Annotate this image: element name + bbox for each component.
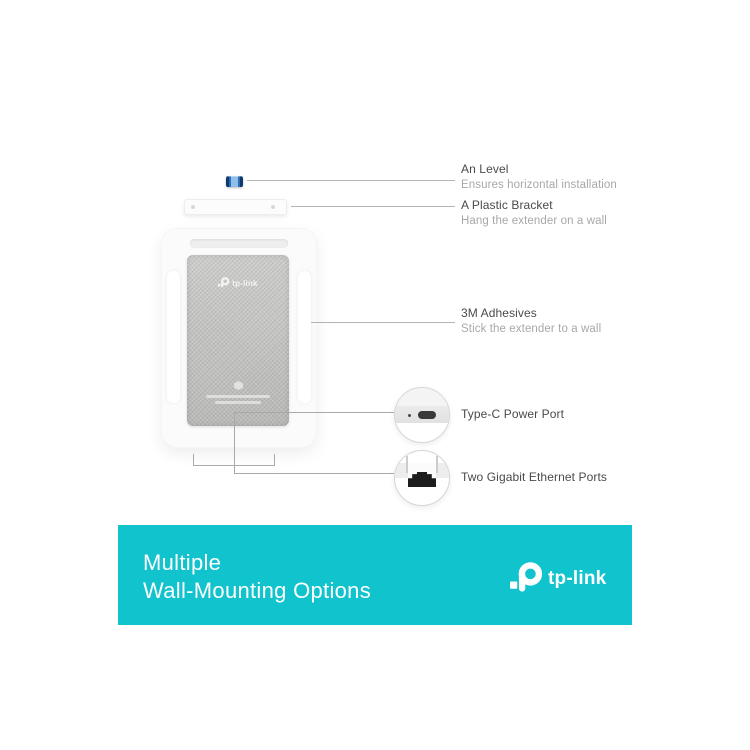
callout-title: Two Gigabit Ethernet Ports [461, 470, 608, 484]
callout-bracket [461, 198, 731, 227]
fabric-front-panel [187, 255, 289, 426]
leader-line-typec [235, 412, 394, 413]
screw-hole [191, 205, 195, 209]
headline-banner [118, 525, 632, 625]
callout-title: Type-C Power Port [461, 407, 565, 421]
callout-typec [461, 407, 731, 421]
adhesive-strip-right [298, 271, 311, 403]
mounting-slot [190, 239, 288, 248]
callout-ethernet [461, 470, 731, 484]
typec-port-magnifier [394, 387, 450, 443]
plastic-bracket [184, 199, 287, 215]
callout-title: 3M Adhesives [461, 306, 537, 320]
device-print-emblem [234, 381, 243, 390]
extender-device [161, 228, 317, 448]
callout-level [461, 162, 731, 191]
headline-line1: Multiple [143, 550, 222, 575]
callout-subtitle: Hang the extender on a wall [461, 215, 607, 227]
callout-subtitle: Ensures horizontal installation [461, 179, 617, 191]
tp-link-logo-text: tp-link [548, 568, 607, 589]
callout-adhesive [461, 306, 731, 335]
device-brand-text: tp-link [232, 278, 258, 288]
leader-line-adhesive [311, 322, 455, 323]
headline-line2: Wall-Mounting Options [143, 578, 372, 603]
leader-line-level [247, 180, 455, 181]
tp-link-logo-icon [510, 562, 544, 596]
callout-title: A Plastic Bracket [461, 198, 553, 212]
callout-title: An Level [461, 162, 509, 176]
leader-line-bracket [291, 206, 455, 207]
callout-subtitle: Stick the extender to a wall [461, 323, 602, 335]
ethernet-port-magnifier [394, 450, 450, 506]
leader-line-ethernet [235, 473, 394, 474]
ports-span-bracket [193, 454, 275, 466]
tp-link-logo [510, 561, 606, 597]
device-print-line [215, 401, 261, 404]
tp-link-logo-icon [218, 277, 230, 289]
headline-text [143, 549, 371, 605]
reset-pinhole [408, 414, 411, 417]
adhesive-strip-left [167, 271, 180, 403]
device-print-line [206, 395, 270, 398]
spirit-level [226, 176, 243, 187]
screw-hole [271, 205, 275, 209]
rj45-port-icon [408, 472, 436, 487]
usb-c-port-icon [418, 411, 436, 419]
device-brand-logo [187, 277, 289, 289]
